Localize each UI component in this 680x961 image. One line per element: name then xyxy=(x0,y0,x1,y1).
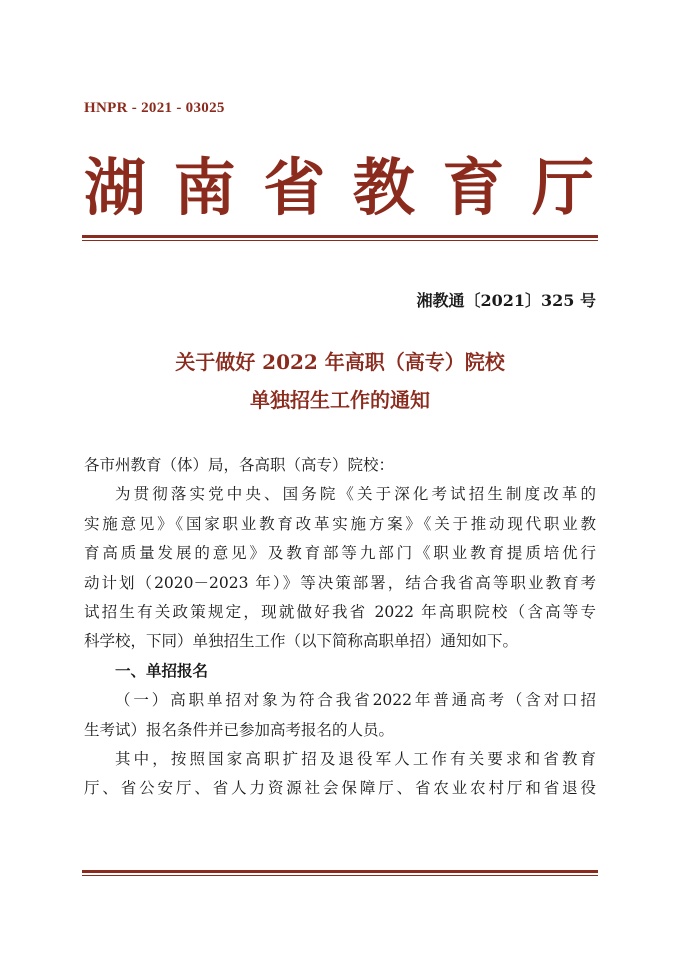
document-code: HNPR - 2021 - 03025 xyxy=(84,100,225,116)
paragraph-3-line: 厅、省公安厅、省人力资源社会保障厅、省农业农村厅和省退役 xyxy=(84,779,596,798)
footer-divider-thick xyxy=(82,870,598,873)
header-divider-thin xyxy=(82,240,598,241)
paragraph-2-line: （一）高职单招对象为符合我省2022年普通高考（含对口招 xyxy=(115,691,596,710)
paragraph-1-line: 为贯彻落实党中央、国务院《关于深化考试招生制度改革的 xyxy=(115,485,596,504)
document-number: 湘教通〔2021〕325 号 xyxy=(416,291,596,310)
footer-divider-thin xyxy=(82,875,598,876)
paragraph-1-line: 科学校，下同）单独招生工作（以下简称高职单招）通知如下。 xyxy=(84,632,519,651)
paragraph-1-line: 育高质量发展的意见》及教育部等九部门《职业教育提质培优行 xyxy=(84,544,596,563)
paragraph-3-line: 其中，按照国家高职扩招及退役军人工作有关要求和省教育 xyxy=(115,750,596,769)
header-divider-thick xyxy=(82,235,598,238)
paragraph-1-line: 实施意见》《国家职业教育改革实施方案》《关于推动现代职业教 xyxy=(84,514,596,533)
document-body xyxy=(84,451,596,804)
paragraph-1-line: 试招生有关政策规定，现就做好我省 2022 年高职院校（含高等专 xyxy=(84,603,596,622)
title-line-1: 关于做好 2022 年高职（高专）院校 xyxy=(175,350,505,374)
paragraph-2-line: 生考试）报名条件并已参加高考报名的人员。 xyxy=(84,720,395,739)
salutation: 各市州教育（体）局，各高职（高专）院校： xyxy=(84,456,395,474)
agency-name: 湖 南 省 教 育 厅 xyxy=(84,151,596,224)
title-line-2: 单独招生工作的通知 xyxy=(250,388,430,412)
section-heading: 一、单招报名 xyxy=(115,661,209,680)
paragraph-1-line: 动计划（2020－2023 年）》等决策部署，结合我省高等职业教育考 xyxy=(84,573,596,592)
